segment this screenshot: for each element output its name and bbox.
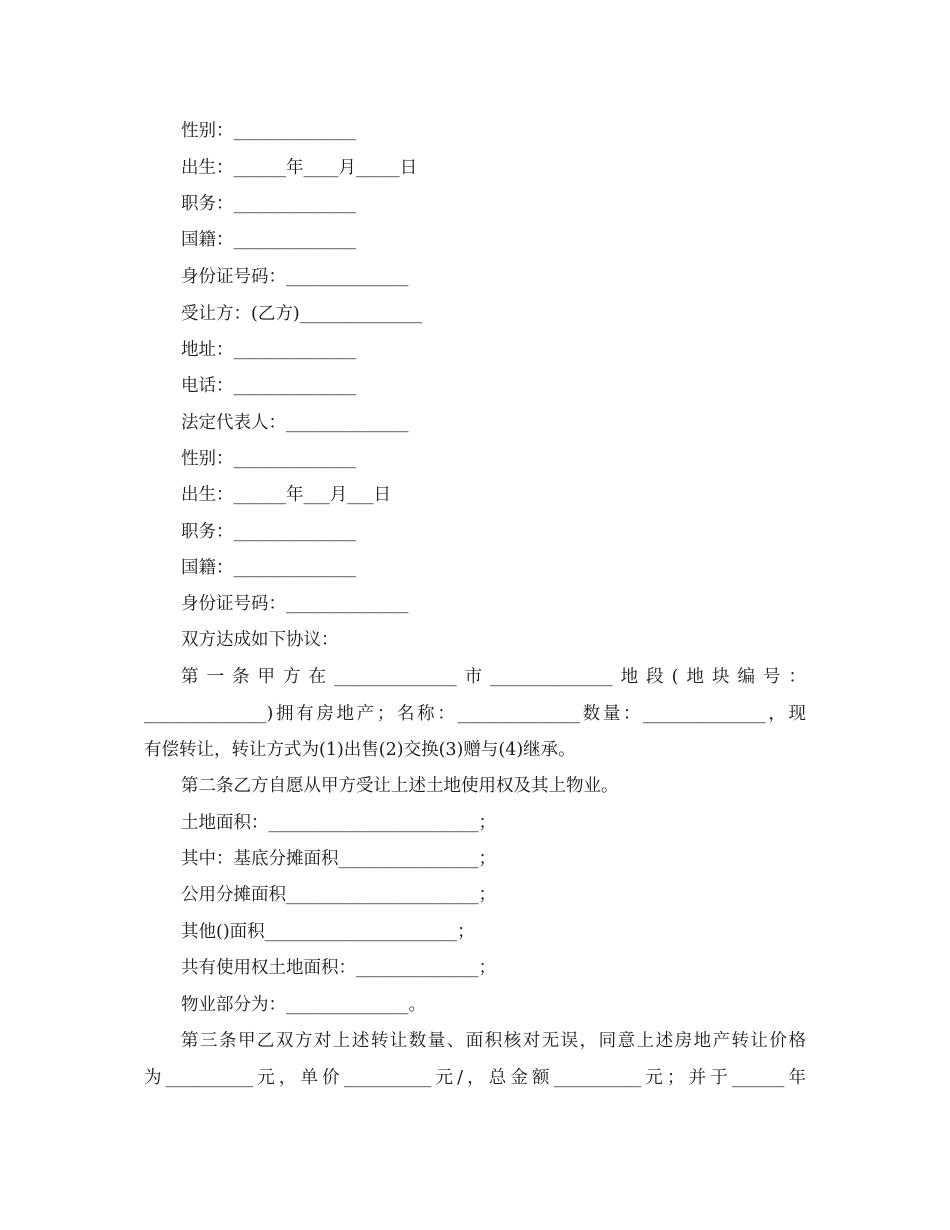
field-shared-land-area: 共有使用权土地面积：______________；: [181, 958, 496, 978]
field-property-part: 物业部分为：______________。: [181, 995, 426, 1015]
agreement-intro: 双方达成如下协议：: [181, 630, 339, 650]
field-other-area: 其他()面积______________________；: [181, 922, 475, 942]
article-1-line-1: 第一条甲方在______________市______________地段(地块编号：: [181, 667, 806, 687]
article-3-line-2: 为__________元，单价__________元/，总金额__________元；并于______年: [144, 1068, 806, 1088]
field-address: 地址：______________: [181, 340, 356, 360]
field-gender-2: 性别：______________: [181, 449, 356, 469]
field-id-number-1: 身份证号码：______________: [181, 267, 409, 287]
field-id-number-2: 身份证号码：______________: [181, 594, 409, 614]
field-transferee: 受让方：(乙方)______________: [181, 304, 423, 324]
field-nationality-2: 国籍：______________: [181, 558, 356, 578]
article-1-line-3: 有偿转让，转让方式为(1)出售(2)交换(3)赠与(4)继承。: [144, 740, 576, 760]
field-base-shared-area: 其中：基底分摊面积________________；: [181, 849, 496, 869]
field-public-shared-area: 公用分摊面积______________________；: [181, 885, 496, 905]
field-legal-representative: 法定代表人：______________: [181, 413, 409, 433]
field-position-2: 职务：______________: [181, 522, 356, 542]
field-position-1: 职务：______________: [181, 194, 356, 214]
field-nationality-1: 国籍：______________: [181, 230, 356, 250]
field-land-area: 土地面积：________________________；: [181, 813, 496, 833]
field-birth-2: 出生：______年___月___日: [181, 485, 391, 505]
field-gender-1: 性别：______________: [181, 121, 356, 141]
article-2: 第二条乙方自愿从甲方受让上述土地使用权及其上物业。: [181, 776, 619, 796]
article-3-line-1: 第三条甲乙双方对上述转让数量、面积核对无误，同意上述房地产转让价格: [181, 1031, 806, 1051]
article-1-line-2: ______________)拥有房地产；名称：______________数量：______________，现: [144, 704, 806, 724]
field-phone: 电话：______________: [181, 376, 356, 396]
field-birth-1: 出生：______年____月_____日: [181, 158, 418, 178]
